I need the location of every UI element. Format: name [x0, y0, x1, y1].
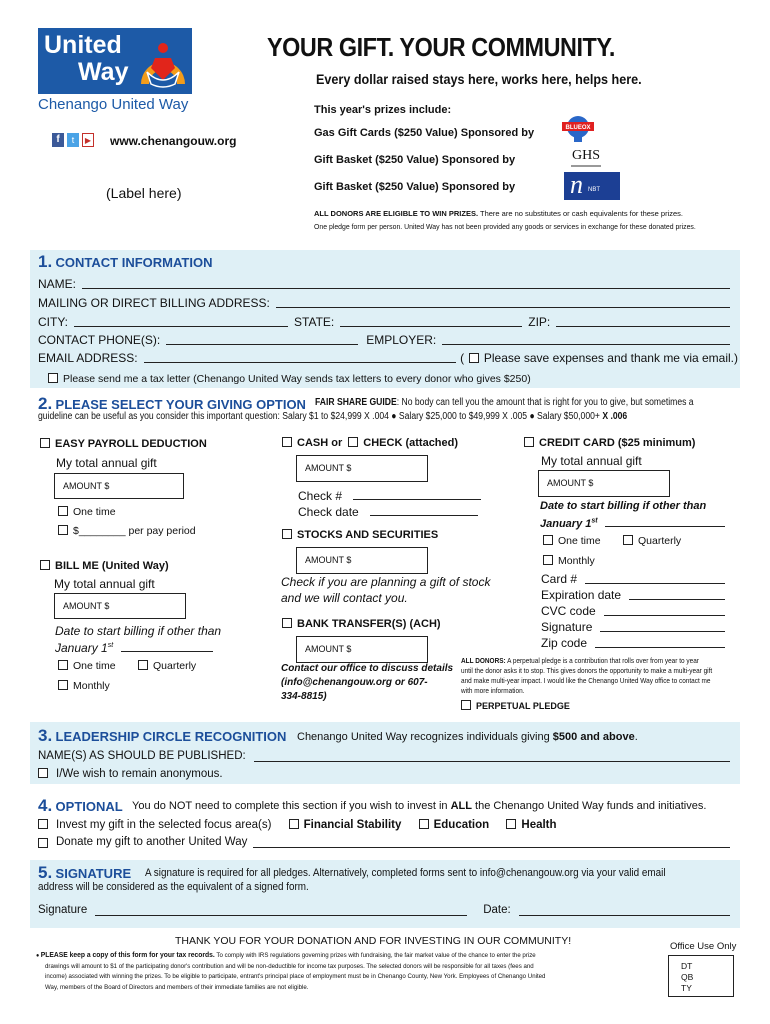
credit-label: CREDIT CARD ($25 minimum) [539, 437, 696, 449]
cvc-field[interactable] [604, 604, 725, 616]
email-label: EMAIL ADDRESS: [38, 351, 138, 365]
date-field[interactable] [519, 904, 730, 916]
section-5-heading: SIGNATURE [55, 866, 132, 881]
city-row [38, 315, 730, 329]
ach-checkbox[interactable] [282, 618, 292, 628]
perpetual-label: PERPETUAL PLEDGE [476, 701, 570, 711]
bullet-icon: ● [391, 411, 399, 422]
email-optin-paren: ( [460, 351, 465, 365]
signature-desc-line1: A signature is required for all pledges. Alternatively, completed forms sent to info@chenangouw.org via your valid email [145, 867, 666, 879]
bill-me-sup: st [107, 642, 114, 649]
cvc-label: CVC code [541, 604, 596, 618]
bill-me-monthly-label: Monthly [73, 680, 110, 692]
stocks-note-line1: Check if you are planning a gift of stock [281, 575, 491, 589]
footer-note-line3: income) associated with winning the prizes. To be eligible to participate, entrant's principal place of employment must be in Chenango County, New York. Employees of Chenango United [45, 973, 546, 980]
area-health-label: Health [521, 819, 557, 831]
bill-me-annual: My total annual gift [54, 577, 155, 591]
section-2-heading: PLEASE SELECT YOUR GIVING OPTION [55, 397, 306, 412]
eligibility-line2: One pledge form per person. United Way has not been provided any goods or services in exchange for these donated prizes. [314, 222, 696, 231]
tax-letter-row [48, 373, 531, 385]
credit-one-time-checkbox[interactable] [543, 535, 553, 545]
credit-option [524, 437, 695, 449]
eligibility-line1 [314, 209, 683, 218]
credit-quarterly-label: Quarterly [638, 535, 682, 547]
sponsor-3-text: NBT [588, 187, 600, 193]
logo-hand-icon [137, 34, 189, 90]
credit-start-field[interactable] [605, 515, 725, 527]
all-donors-line2: until the donor asks it to stop. This gives donors the opportunity to make a multi-year gift [461, 666, 713, 675]
donate-row [38, 836, 730, 848]
anonymous-label: I/We wish to remain anonymous. [56, 768, 223, 780]
section-3-heading: LEADERSHIP CIRCLE RECOGNITION [55, 729, 287, 744]
phone-label: CONTACT PHONE(S): [38, 333, 161, 347]
bill-me-quarterly [138, 660, 196, 672]
area-financial-checkbox[interactable] [289, 819, 299, 829]
signature-desc-line2: address will be considered as the equivalent of a signed form. [38, 881, 309, 893]
credit-start-line1: Date to start billing if other than [540, 500, 707, 512]
sponsor-1-text: BLUEOX [565, 125, 591, 131]
anonymous-row [38, 768, 223, 780]
eligibility-rest: There are no substitutes or cash equivalents for these prizes. [478, 209, 684, 218]
prize-2: Gift Basket ($250 Value) Sponsored by [314, 154, 516, 166]
bill-me-option [40, 560, 169, 572]
perpetual-checkbox[interactable] [461, 700, 471, 710]
invest-row [38, 819, 557, 831]
section-4-title [38, 796, 123, 816]
bill-me-one-time-label: One time [73, 660, 116, 672]
leadership-desc-pre: Chenango United Way recognizes individuals giving [297, 731, 553, 743]
credit-amount-box[interactable]: AMOUNT $ [538, 470, 670, 497]
ach-note-line1: Contact our office to discuss details [281, 663, 454, 674]
credit-quarterly-checkbox[interactable] [623, 535, 633, 545]
employer-field[interactable] [442, 333, 730, 345]
credit-start-line2 [540, 515, 725, 530]
optional-desc-bold: ALL [450, 800, 472, 812]
bill-me-quarterly-label: Quarterly [153, 660, 197, 672]
credit-one-time [543, 535, 601, 547]
website[interactable]: www.chenangouw.org [110, 134, 237, 148]
area-financial-label: Financial Stability [303, 819, 402, 831]
bill-me-start-line2 [55, 640, 213, 655]
credit-annual: My total annual gift [541, 454, 642, 468]
youtube-icon: ▶ [82, 133, 94, 147]
fair-share-text: : No body can tell you the amount that is right for you to give, but sometimes a [396, 397, 694, 408]
bullet-icon: ● [36, 953, 41, 959]
footer-note-line4: Way, members of the Board of Directors and members of their immediate families are not eligible. [45, 983, 309, 991]
cash-label: CASH or [297, 437, 343, 449]
sponsor-logo-blueox [560, 114, 596, 142]
logo-subtitle: Chenango United Way [38, 96, 189, 113]
facebook-icon: f [52, 133, 64, 147]
city-field[interactable] [74, 315, 288, 327]
bill-me-quarterly-checkbox[interactable] [138, 660, 148, 670]
ach-label: BANK TRANSFER(S) (ACH) [297, 618, 441, 630]
page-title: YOUR GIFT. YOUR COMMUNITY. [267, 32, 615, 62]
email-row [38, 351, 738, 365]
payroll-annual: My total annual gift [56, 456, 157, 470]
prizes-heading: This year's prizes include: [314, 104, 452, 116]
payroll-one-time-checkbox[interactable] [58, 506, 68, 516]
published-names-row [38, 750, 730, 762]
bill-me-start-line1: Date to start billing if other than [55, 624, 222, 638]
payroll-one-time [58, 506, 116, 518]
guide-tier2: Salary $25,000 to $49,999 X .005 [398, 411, 528, 422]
cvc-row [541, 604, 725, 618]
bill-me-label: BILL ME (United Way) [55, 560, 169, 572]
office-code-qb: QB [681, 972, 694, 982]
area-education-checkbox[interactable] [419, 819, 429, 829]
fair-share-line1 [315, 397, 694, 408]
section-5-number: 5. [38, 863, 53, 882]
tax-letter-label: Please send me a tax letter (Chenango United Way sends tax letters to every donor who gives $250) [63, 373, 531, 385]
employer-label: EMPLOYER: [366, 333, 437, 347]
expiration-label: Expiration date [541, 588, 622, 602]
credit-monthly [543, 555, 595, 567]
invest-checkbox[interactable] [38, 819, 48, 829]
ach-option [282, 618, 441, 630]
published-names-field[interactable] [254, 750, 730, 762]
sponsor-logo-ghs [566, 148, 606, 170]
all-donors-note [461, 656, 719, 696]
cash-check-option [282, 437, 458, 449]
ach-note-line3: 334-8815) [281, 691, 327, 702]
payroll-one-time-label: One time [73, 506, 116, 518]
logo [38, 28, 194, 118]
signature-row [38, 904, 730, 916]
check-date-field[interactable] [370, 504, 478, 516]
card-signature-row [541, 620, 725, 634]
fair-share-label: FAIR SHARE GUIDE [315, 397, 397, 408]
address-field[interactable] [276, 296, 730, 308]
perpetual-pledge [461, 700, 570, 711]
guide-tier3: Salary $50,000+ [537, 411, 600, 422]
bill-me-checkbox[interactable] [40, 560, 50, 570]
stocks-option [282, 529, 438, 541]
optional-desc-pre: You do NOT need to complete this section if you wish to invest in [132, 800, 451, 812]
check-checkbox[interactable] [348, 437, 358, 447]
donate-label: Donate my gift to another United Way [56, 836, 248, 848]
payroll-checkbox[interactable] [40, 438, 50, 448]
credit-sup: st [591, 517, 598, 525]
ach-amount-box[interactable]: AMOUNT $ [296, 636, 428, 663]
area-education-label: Education [433, 819, 490, 831]
bill-me-monthly-checkbox[interactable] [58, 680, 68, 690]
state-field[interactable] [340, 315, 522, 327]
card-signature-field[interactable] [600, 620, 725, 632]
stocks-amount-box[interactable]: AMOUNT $ [296, 547, 428, 574]
all-donors-bold: ALL DONORS: [461, 656, 506, 665]
card-zip-row [541, 636, 725, 650]
address-row [38, 296, 730, 310]
email-optin-label: Please save expenses and thank me via email.) [483, 351, 738, 365]
stocks-note-line2: and we will contact you. [281, 591, 408, 605]
footer-note-line1: To comply with IRS regulations governing prizes with fundraising, the fair market value of the chance to enter the prize [214, 952, 536, 959]
check-date-label: Check date [298, 505, 359, 519]
check-date-row [298, 504, 478, 519]
ach-note-line2: (info@chenangouw.org or 607- [281, 677, 428, 688]
payroll-per-pay-label: $________ per pay period [73, 525, 196, 537]
optional-desc-post: the Chenango United Way funds and initiatives. [471, 800, 707, 812]
twitter-icon: t [67, 133, 79, 147]
area-health-checkbox[interactable] [506, 819, 516, 829]
stocks-label: STOCKS AND SECURITIES [297, 529, 439, 541]
zip-field[interactable] [556, 315, 730, 327]
date-label: Date: [483, 904, 511, 916]
donate-checkbox[interactable] [38, 838, 48, 848]
footer-note [36, 950, 612, 993]
cash-checkbox[interactable] [282, 437, 292, 447]
section-3-title [38, 726, 286, 746]
cash-amount-box[interactable]: AMOUNT $ [296, 455, 428, 482]
card-number-label: Card # [541, 572, 578, 586]
phone-row [38, 333, 730, 347]
check-number-field[interactable] [353, 488, 481, 500]
section-4-number: 4. [38, 796, 53, 815]
payroll-amount-box[interactable]: AMOUNT $ [54, 473, 184, 499]
invest-label: Invest my gift in the selected focus area(s) [56, 819, 272, 831]
address-label: MAILING OR DIRECT BILLING ADDRESS: [38, 296, 270, 310]
check-label: CHECK (attached) [363, 437, 459, 449]
section-3-number: 3. [38, 726, 53, 745]
credit-one-time-label: One time [558, 535, 601, 547]
all-donors-line3: and make multi-year impact. I would like the Chenango United Way office to contact me [461, 676, 711, 685]
prize-3: Gift Basket ($250 Value) Sponsored by [314, 181, 516, 193]
tax-letter-checkbox[interactable] [48, 373, 58, 383]
section-4-heading: OPTIONAL [55, 799, 123, 814]
footer-note-line2: drawings will amount to $1 of the participating donor's contribution and will be non-deductible for income tax purposes. The selected donors will be responsible for all taxes (fees and [45, 962, 534, 970]
section-1-number: 1. [38, 252, 53, 271]
section-1-heading: CONTACT INFORMATION [55, 255, 213, 270]
payroll-per-pay [58, 525, 196, 537]
bill-me-start-field[interactable] [121, 640, 213, 652]
anonymous-checkbox[interactable] [38, 768, 48, 778]
phone-field[interactable] [166, 333, 358, 345]
city-label: CITY: [38, 315, 69, 329]
bill-me-jan: January 1 [55, 641, 108, 655]
fair-share-line2 [38, 411, 627, 422]
bill-me-monthly [58, 680, 110, 692]
donate-field[interactable] [253, 836, 730, 848]
bill-me-one-time [58, 660, 116, 672]
leadership-desc-amount: $500 and above [552, 731, 635, 743]
credit-monthly-checkbox[interactable] [543, 555, 553, 565]
leadership-desc-post: . [634, 731, 638, 743]
check-number-row [298, 488, 481, 503]
credit-monthly-label: Monthly [558, 555, 595, 567]
credit-jan: January 1 [540, 518, 592, 530]
credit-checkbox[interactable] [524, 437, 534, 447]
card-zip-label: Zip code [541, 636, 588, 650]
guide-tier1: guideline can be useful as you consider this important question: Salary $1 to $24,999 X .004 [38, 411, 389, 422]
sponsor-logo-nbt: n NBT [564, 172, 620, 200]
check-number-label: Check # [298, 489, 343, 503]
payroll-label: EASY PAYROLL DEDUCTION [55, 438, 207, 450]
card-signature-label: Signature [541, 620, 593, 634]
logo-org-line1: United [44, 31, 122, 59]
signature-field[interactable] [95, 904, 467, 916]
section-2-number: 2. [38, 394, 53, 413]
leadership-desc [297, 731, 638, 743]
guide-tier3-rate: X .006 [602, 411, 628, 422]
state-label: STATE: [294, 315, 335, 329]
optional-desc [132, 800, 706, 812]
name-row [38, 277, 730, 291]
signature-label: Signature [38, 904, 88, 916]
name-field[interactable] [82, 277, 730, 289]
bill-me-amount-box[interactable]: AMOUNT $ [54, 593, 186, 619]
email-field[interactable] [144, 351, 457, 363]
tagline: Every dollar raised stays here, works here, helps here. [316, 71, 642, 87]
email-optin-checkbox[interactable] [469, 353, 479, 363]
expiration-field[interactable] [629, 588, 725, 600]
credit-quarterly [623, 535, 681, 547]
zip-label: ZIP: [528, 315, 551, 329]
eligibility-bold: ALL DONORS ARE ELIGIBLE TO WIN PRIZES. [314, 209, 479, 218]
office-use-label: Office Use Only [670, 941, 737, 952]
all-donors-line1: A perpetual pledge is a contribution that rolls over from year to year [505, 656, 699, 665]
published-names-label: NAME(S) AS SHOULD BE PUBLISHED: [38, 750, 246, 762]
card-number-field[interactable] [585, 572, 725, 584]
bullet-icon: ● [529, 411, 538, 422]
footer-note-bold: PLEASE keep a copy of this form for your tax records. [40, 950, 215, 959]
name-label: NAME: [38, 277, 77, 291]
office-code-ty: TY [681, 983, 692, 993]
bill-me-one-time-checkbox[interactable] [58, 660, 68, 670]
office-use-box [668, 955, 734, 997]
all-donors-line4: with more information. [461, 686, 525, 695]
label-placeholder: (Label here) [106, 185, 182, 201]
card-number-row [541, 572, 725, 586]
social-icons [52, 133, 94, 147]
section-5-title [38, 863, 131, 883]
section-1-title [38, 252, 212, 272]
stocks-checkbox[interactable] [282, 529, 292, 539]
office-code-dt: DT [681, 961, 693, 971]
sponsor-2-text: GHS [571, 148, 600, 163]
logo-org-line2: Way [78, 58, 129, 86]
expiration-row [541, 588, 725, 602]
payroll-per-pay-checkbox[interactable] [58, 525, 68, 535]
card-zip-field[interactable] [595, 636, 725, 648]
payroll-option [40, 438, 207, 450]
thanks-banner: THANK YOU FOR YOUR DONATION AND FOR INVESTING IN OUR COMMUNITY! [175, 935, 572, 947]
prize-1: Gas Gift Cards ($250 Value) Sponsored by [314, 127, 535, 139]
